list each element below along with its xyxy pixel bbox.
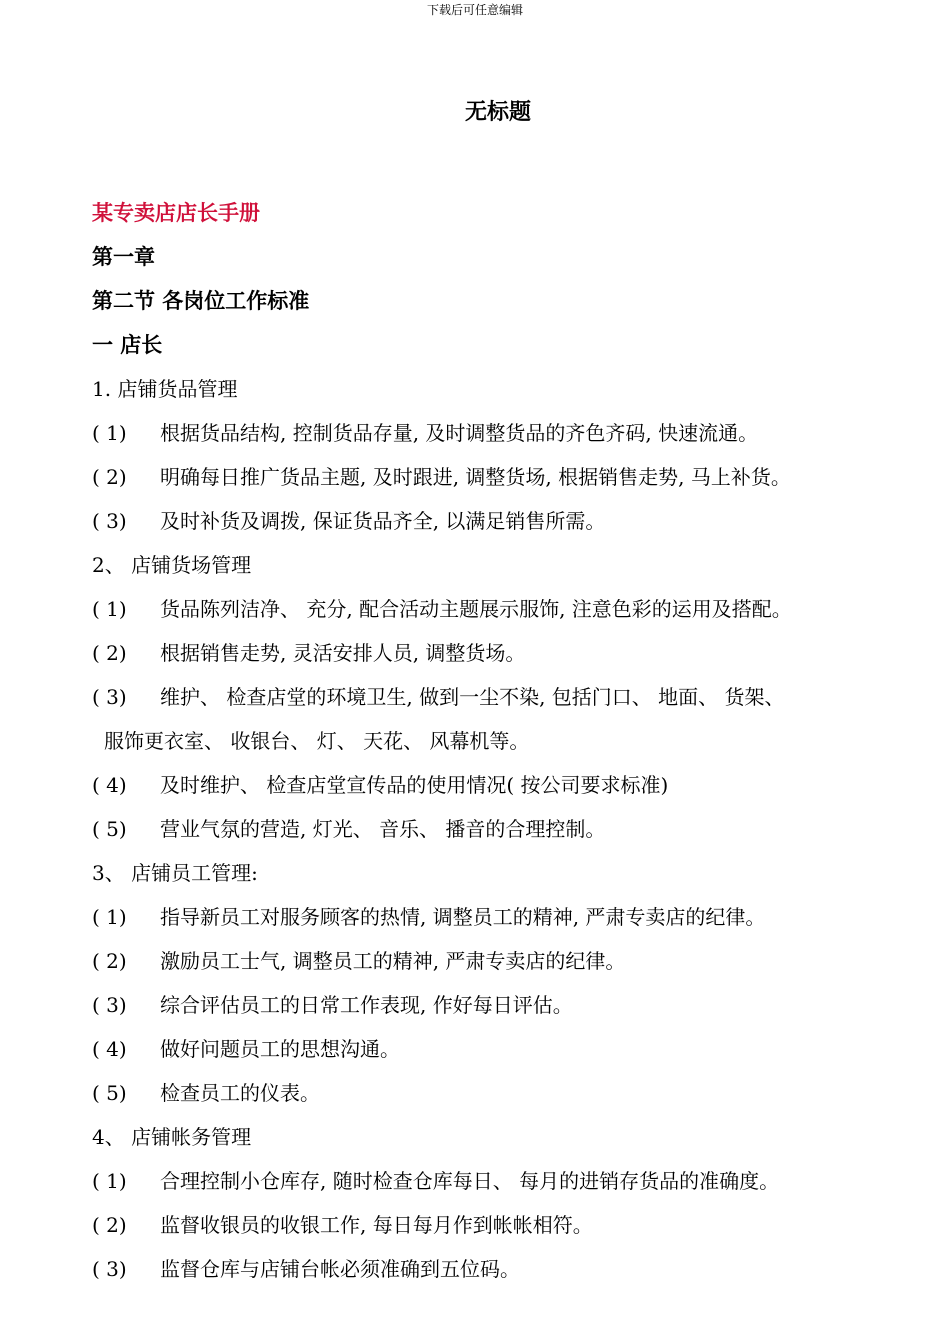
item-text: 及时补货及调拨, 保证货品齐全, 以满足销售所需。: [160, 509, 606, 533]
item-text: 检查员工的仪表。: [160, 1081, 320, 1105]
item-number: ( 1): [92, 421, 127, 445]
item-number: ( 1): [92, 905, 127, 929]
item-text: 4、 店铺帐务管理: [92, 1125, 252, 1149]
list-item: [92, 1032, 932, 1076]
content-lines: [92, 372, 932, 1296]
item-number: ( 5): [92, 817, 127, 841]
document-body: [92, 196, 932, 1296]
list-item: [92, 1252, 932, 1296]
list-item: [92, 812, 932, 856]
item-text: 综合评估员工的日常工作表现, 作好每日评估。: [160, 993, 573, 1017]
list-item: [92, 460, 932, 504]
subsection-heading: [92, 372, 932, 416]
item-text: 1. 店铺货品管理: [92, 377, 238, 401]
list-item: [92, 1164, 932, 1208]
item-number: ( 3): [92, 1257, 127, 1281]
section-heading: 第二节 各岗位工作标准: [92, 289, 310, 313]
role-heading: 一 店长: [92, 333, 163, 357]
item-number: ( 2): [92, 641, 127, 665]
item-text: 营业气氛的营造, 灯光、 音乐、 播音的合理控制。: [160, 817, 606, 841]
item-number: ( 3): [92, 685, 127, 709]
item-text: 根据销售走势, 灵活安排人员, 调整货场。: [160, 641, 526, 665]
item-text: 3、 店铺员工管理:: [92, 861, 258, 885]
subsection-heading: [92, 548, 932, 592]
item-text: 激励员工士气, 调整员工的精神, 严肃专卖店的纪律。: [160, 949, 626, 973]
subsection-heading: [92, 856, 932, 900]
item-text: 监督收银员的收银工作, 每日每月作到帐帐相符。: [160, 1213, 593, 1237]
item-number: ( 5): [92, 1081, 127, 1105]
list-item: [92, 636, 932, 680]
list-item: [92, 944, 932, 988]
item-text: 维护、 检查店堂的环境卫生, 做到一尘不染, 包括门口、 地面、 货架、: [160, 685, 785, 709]
item-number: ( 4): [92, 1037, 127, 1061]
list-item: [92, 988, 932, 1032]
list-item: [92, 504, 932, 548]
list-item: [92, 680, 932, 724]
item-text: 2、 店铺货场管理: [92, 553, 252, 577]
item-number: ( 4): [92, 773, 127, 797]
chapter-heading: 第一章: [92, 245, 155, 269]
item-number: ( 2): [92, 465, 127, 489]
item-text: 做好问题员工的思想沟通。: [160, 1037, 400, 1061]
item-text: 及时维护、 检查店堂宣传品的使用情况( 按公司要求标准): [160, 773, 669, 797]
item-number: ( 1): [92, 1169, 127, 1193]
item-text: 监督仓库与店铺台帐必须准确到五位码。: [160, 1257, 520, 1281]
list-item: [92, 592, 932, 636]
list-item: [92, 768, 932, 812]
list-item: [92, 1208, 932, 1252]
download-note: 下载后可任意编辑: [426, 3, 523, 17]
list-item: [92, 1076, 932, 1120]
list-item: [92, 416, 932, 460]
list-item: [92, 900, 932, 944]
item-number: ( 1): [92, 597, 127, 621]
item-text: 根据货品结构, 控制货品存量, 及时调整货品的齐色齐码, 快速流通。: [160, 421, 759, 445]
item-text: 服饰更衣室、 收银台、 灯、 天花、 风幕机等。: [104, 729, 530, 753]
item-text: 货品陈列洁净、 充分, 配合活动主题展示服饰, 注意色彩的运用及搭配。: [160, 597, 792, 621]
manual-title: 某专卖店店长手册: [92, 201, 260, 225]
item-text: 指导新员工对服务顾客的热情, 调整员工的精神, 严肃专卖店的纪律。: [160, 905, 766, 929]
item-text: 合理控制小仓库存, 随时检查仓库每日、 每月的进销存货品的准确度。: [160, 1169, 780, 1193]
item-number: ( 3): [92, 993, 127, 1017]
subsection-heading: [92, 1120, 932, 1164]
list-item-continuation: [92, 724, 932, 768]
item-number: ( 2): [92, 1213, 127, 1237]
item-number: ( 3): [92, 509, 127, 533]
item-number: ( 2): [92, 949, 127, 973]
item-text: 明确每日推广货品主题, 及时跟进, 调整货场, 根据销售走势, 马上补货。: [160, 465, 791, 489]
document-title: 无标题: [464, 100, 531, 125]
